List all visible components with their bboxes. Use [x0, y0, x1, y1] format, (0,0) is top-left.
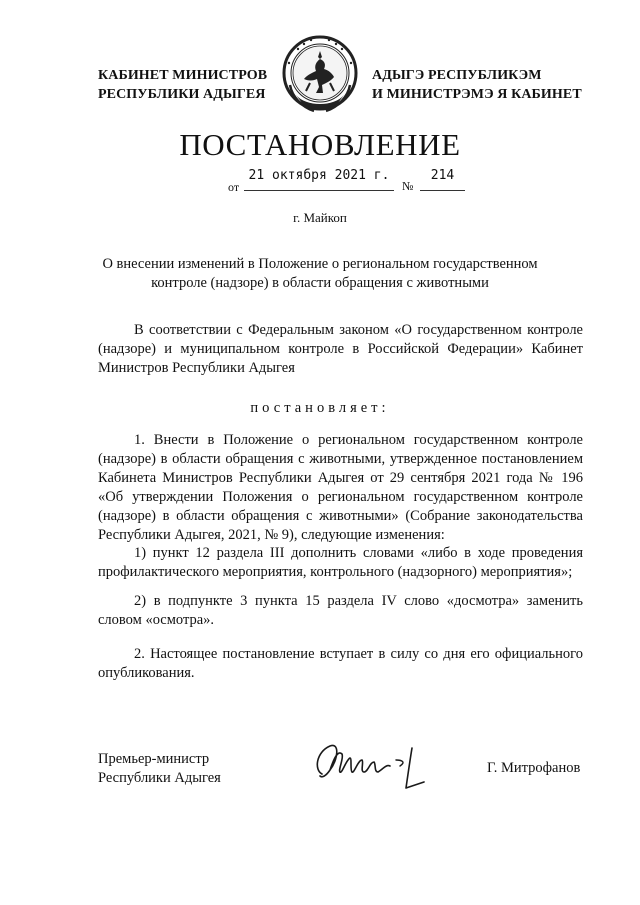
- date-field: [244, 168, 394, 191]
- issuer-name-adyghe: [372, 66, 582, 104]
- issuer-line-2: РЕСПУБЛИКИ АДЫГЕЯ: [98, 87, 266, 102]
- document-subject: О внесении изменений в Положение о региональном государственном контроле (надзоре) в области обращения с животными: [102, 256, 538, 291]
- coat-of-arms-icon: [276, 33, 364, 117]
- date-prefix: от: [228, 180, 240, 194]
- signatory-position-line-1: Премьер-министр: [98, 751, 210, 767]
- issuer-adyghe-line-1: АДЫГЭ РЕСПУБЛИКЭМ: [372, 68, 542, 83]
- signatory-name: Г. Митрофанов: [487, 760, 581, 776]
- resolves-heading: постановляет:: [250, 400, 390, 416]
- number-prefix: №: [402, 179, 414, 193]
- item-2-paragraph: 2. Настоящее постановление вступает в силу со дня его официального опубликования.: [98, 646, 583, 681]
- signatory-position-line-2: Республики Адыгея: [98, 770, 221, 786]
- issuer-name-russian: [98, 66, 267, 104]
- item-1-subitem-2: 2) в подпункте 3 пункта 15 раздела IV слово «досмотра» заменить словом «осмотра».: [98, 593, 583, 628]
- issuer-adyghe-line-2: И МИНИСТРЭМЭ Я КАБИНЕТ: [372, 87, 582, 102]
- signatory-position: [98, 750, 221, 788]
- item-1-subitem-1: 1) пункт 12 раздела III дополнить словами «либо в ходе проведения профилактического мероприятия, контрольного (надзорного) мероприятия»;: [98, 545, 583, 580]
- handwritten-signature: [308, 730, 428, 794]
- document-date: 21 октября 2021 г.: [248, 168, 390, 183]
- issuer-line-1: КАБИНЕТ МИНИСТРОВ: [98, 68, 268, 83]
- document-number: 214: [430, 168, 455, 183]
- item-1-paragraph: 1. Внести в Положение о региональном государственном контроле (надзоре) в области обращения с животными, утвержденное постановлением Кабинета Министров Республики Адыгея от 29 сентября 2021 года № 196 «Об утверждении Положения о региональном государственном контроле (надзоре) в области обращения с животными» (Собрание законодательства Республики Адыгея, 2021, № 9), следующие изменения:: [98, 432, 583, 543]
- date-number-line: [228, 168, 455, 194]
- preamble-paragraph: В соответствии с Федеральным законом «О государственном контроле (надзоре) и муниципальном контроле в Российской Федерации» Кабинет Министров Республики Адыгея: [98, 322, 583, 376]
- document-title: ПОСТАНОВЛЕНИЕ: [179, 127, 461, 162]
- document-city: г. Майкоп: [293, 210, 347, 225]
- number-field: [420, 168, 465, 191]
